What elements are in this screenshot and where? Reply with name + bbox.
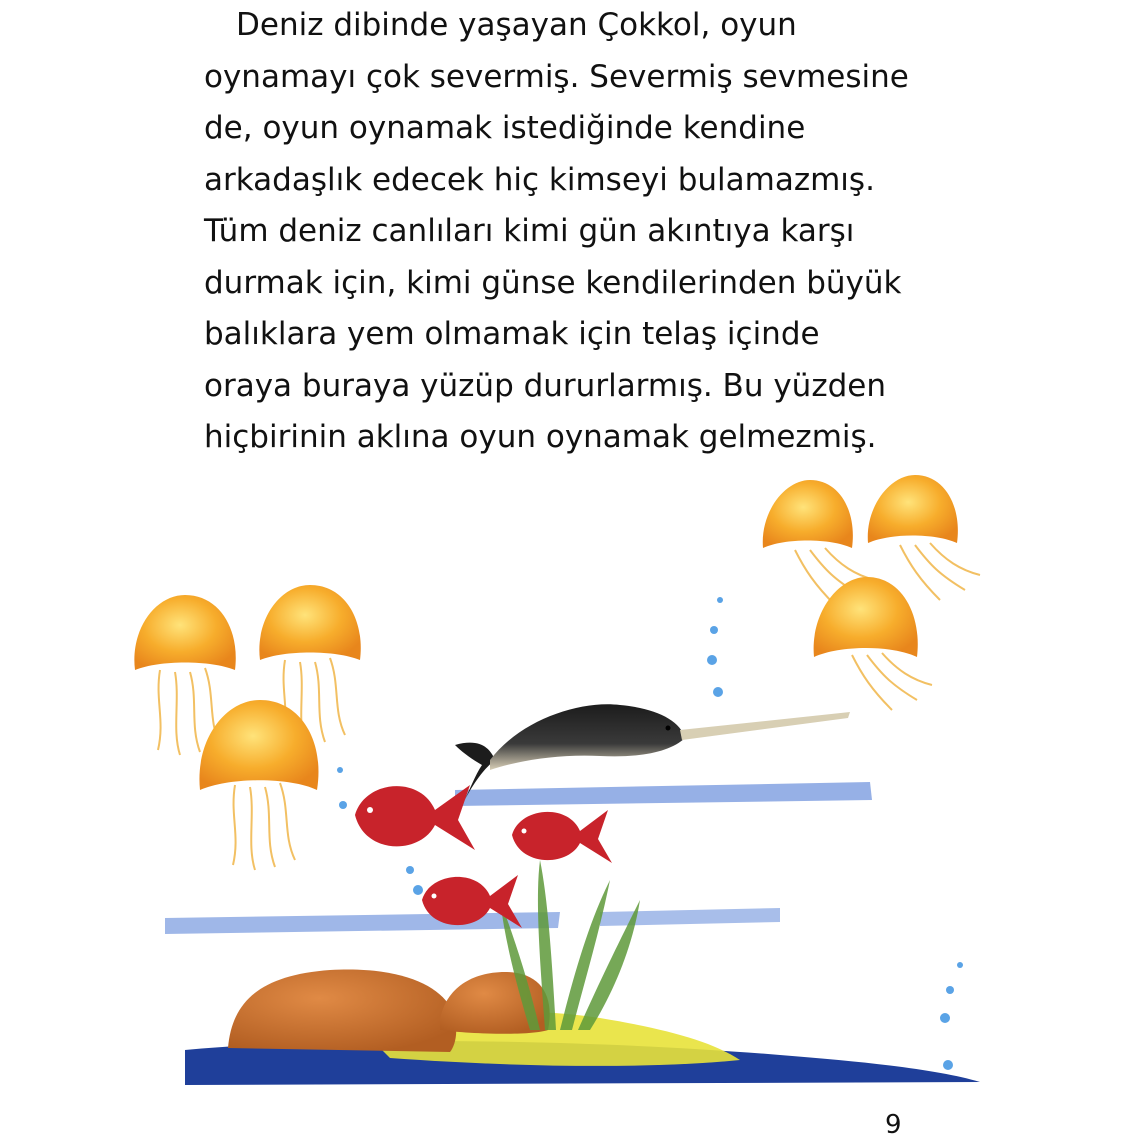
bubble-icon xyxy=(339,801,347,809)
story-text xyxy=(204,0,934,464)
bubble-icon xyxy=(406,866,414,874)
rock-icon xyxy=(228,969,456,1052)
bubble-icon xyxy=(710,626,718,634)
bubble-icon xyxy=(713,687,723,697)
story-line: hiçbirinin aklına oyun oynamak gelmezmiş. xyxy=(204,419,877,455)
story-line: de, oyun oynamak istediğinde kendine xyxy=(204,110,806,146)
red-fish-icon xyxy=(355,785,475,850)
story-line: Tüm deniz canlıları kimi gün akıntıya karşı xyxy=(204,213,855,249)
water-streaks xyxy=(165,782,872,934)
water-streak xyxy=(165,912,560,934)
jellyfish-icon xyxy=(814,577,932,710)
bubble-icon xyxy=(337,767,343,773)
jellyfish-group-right xyxy=(763,475,980,710)
bubble-icon xyxy=(940,1013,950,1023)
water-streak xyxy=(455,782,872,806)
bubble-icon xyxy=(946,986,954,994)
water-streak xyxy=(600,908,780,926)
bubble-icon xyxy=(957,962,963,968)
story-line: balıklara yem olmamak için telaş içinde xyxy=(204,316,820,352)
red-fish-group xyxy=(355,785,612,928)
story-line: Deniz dibinde yaşayan Çokkol, oyun xyxy=(236,7,797,43)
page-number: 9 xyxy=(885,1110,902,1140)
sea-illustration xyxy=(0,470,1140,1120)
red-fish-icon xyxy=(512,810,612,863)
bubble-icon xyxy=(707,655,717,665)
story-line: oraya buraya yüzüp dururlarmış. Bu yüzden xyxy=(204,367,886,404)
jellyfish-icon xyxy=(199,700,318,870)
jellyfish-group-left xyxy=(134,585,360,870)
story-line: durmak için, kimi günse kendilerinden büyük xyxy=(204,264,902,301)
bubble-icon xyxy=(413,885,423,895)
story-line: oynamayı çok severmiş. Severmiş sevmesine xyxy=(204,58,909,95)
story-line: arkadaşlık edecek hiç kimseyi bulamazmış. xyxy=(204,161,875,198)
bubble-icon xyxy=(943,1060,953,1070)
bubble-icon xyxy=(717,597,723,603)
